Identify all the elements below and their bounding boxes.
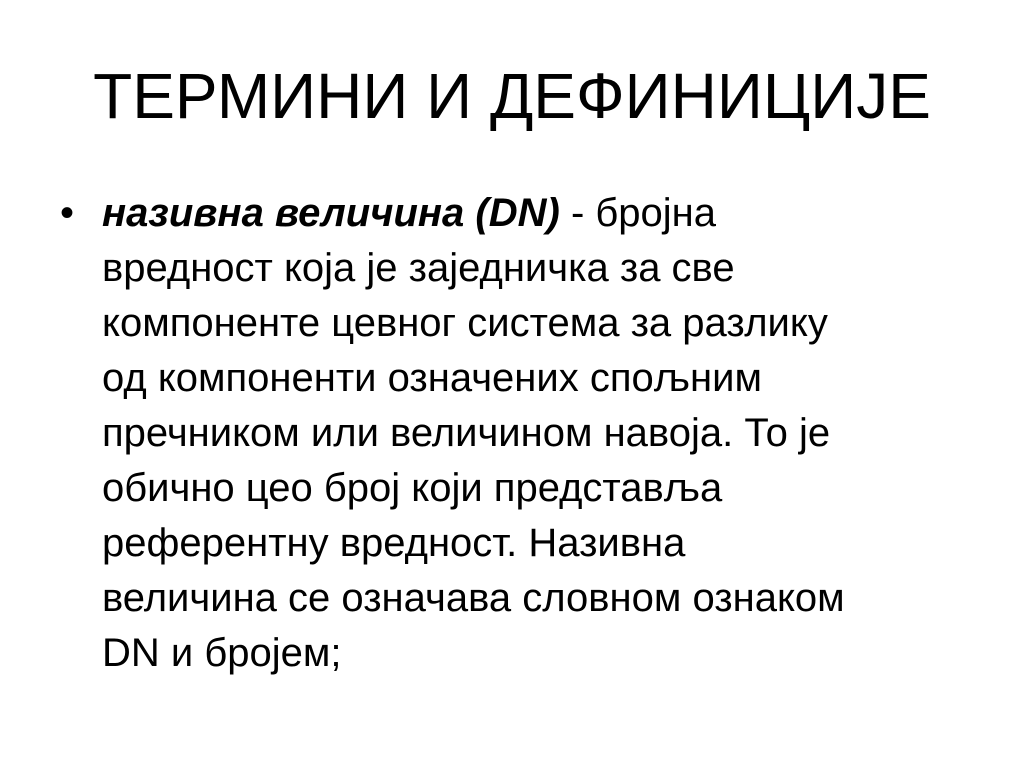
bullet-list: [56, 186, 956, 681]
definition-line: величина се означава словном ознаком: [102, 576, 845, 620]
definition-line-1: [102, 186, 956, 241]
definition-line: од компоненти означених спољним: [102, 356, 762, 400]
definition-line: обично цео број који представља: [102, 466, 723, 510]
definition-line: компоненте цевног система за разлику: [102, 301, 828, 345]
definition-line: референтну вредност. Називна: [102, 521, 686, 565]
definition-line: вредност која је заједничка за све: [102, 246, 735, 290]
bullet-marker: •: [60, 191, 75, 235]
definition-text-start: - бројна: [559, 191, 717, 235]
definition-bullet: [56, 186, 956, 681]
definition-line: DN и бројем;: [102, 631, 342, 675]
defined-term: називна величина (DN): [102, 191, 560, 235]
slide-title: ТЕРМИНИ И ДЕФИНИЦИЈЕ: [93, 60, 931, 132]
definition-line: пречником или величином навоја. То је: [102, 411, 831, 455]
